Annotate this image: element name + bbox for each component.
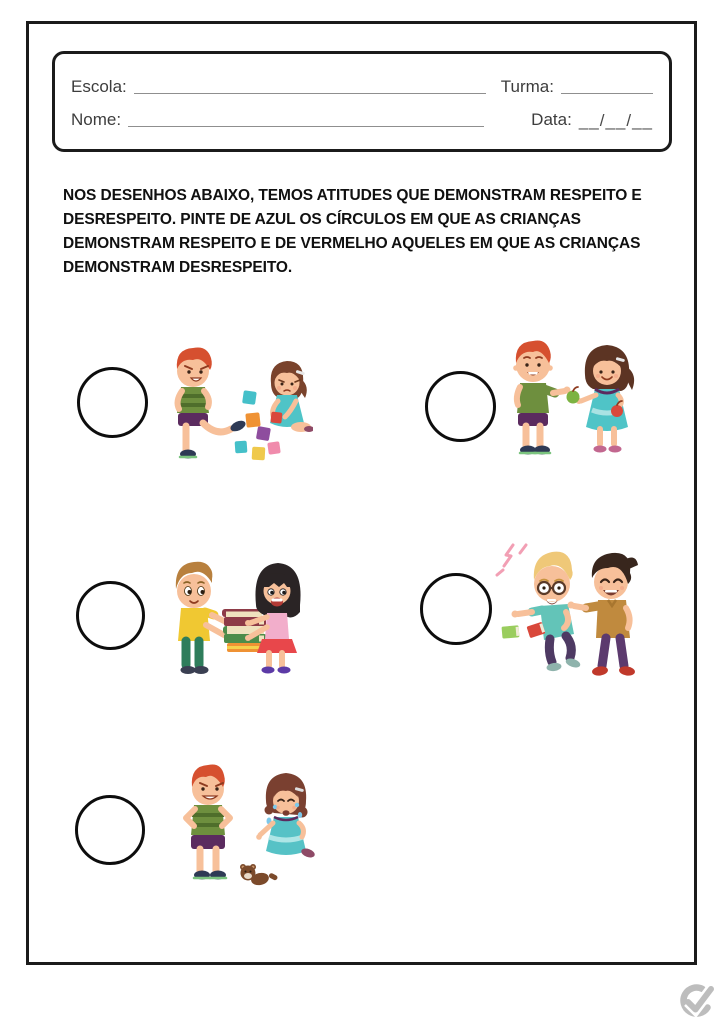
instructions-paragraph [63, 184, 678, 280]
answer-circle-2[interactable] [425, 371, 496, 442]
instruction-line: NOS DESENHOS ABAIXO, TEMOS ATITUDES QUE DEMONSTRAM RESPEITO E [63, 187, 642, 204]
student-info-box [52, 51, 672, 152]
worksheet-border [26, 21, 697, 965]
children-sharing-apples-illustration [489, 331, 647, 469]
check-circle-logo [678, 982, 716, 1022]
escola-label: Escola: [71, 77, 127, 96]
data-input-line[interactable]: __/__/__ [578, 111, 653, 130]
boy-teasing-crying-girl-broken-teddy-illustration [156, 755, 323, 895]
boy-kicking-girls-blocks-illustration [151, 339, 313, 477]
nome-input-line[interactable] [128, 123, 484, 127]
boy-mocking-boy-with-glasses-illustration [490, 540, 647, 686]
answer-circle-5[interactable] [75, 795, 145, 865]
children-carrying-books-together-illustration [148, 549, 306, 691]
instruction-line: DEMONSTRAM RESPEITO E DE VERMELHO AQUELES EM QUE AS CRIANÇAS [63, 235, 641, 252]
instruction-line: DESRESPEITO. PINTE DE AZUL OS CÍRCULOS EM QUE AS CRIANÇAS [63, 211, 581, 228]
answer-circle-4[interactable] [420, 573, 492, 645]
escola-input-line[interactable] [134, 90, 486, 94]
nome-label: Nome: [71, 110, 122, 129]
instruction-line: DEMONSTRAM DESRESPEITO. [63, 259, 293, 276]
form-row-2 [71, 111, 653, 129]
answer-circle-3[interactable] [76, 581, 145, 650]
turma-label: Turma: [500, 77, 554, 96]
answer-circle-1[interactable] [77, 367, 148, 438]
form-row-1 [71, 78, 653, 96]
turma-input-line[interactable] [561, 90, 653, 94]
data-label: Data: [531, 110, 572, 129]
